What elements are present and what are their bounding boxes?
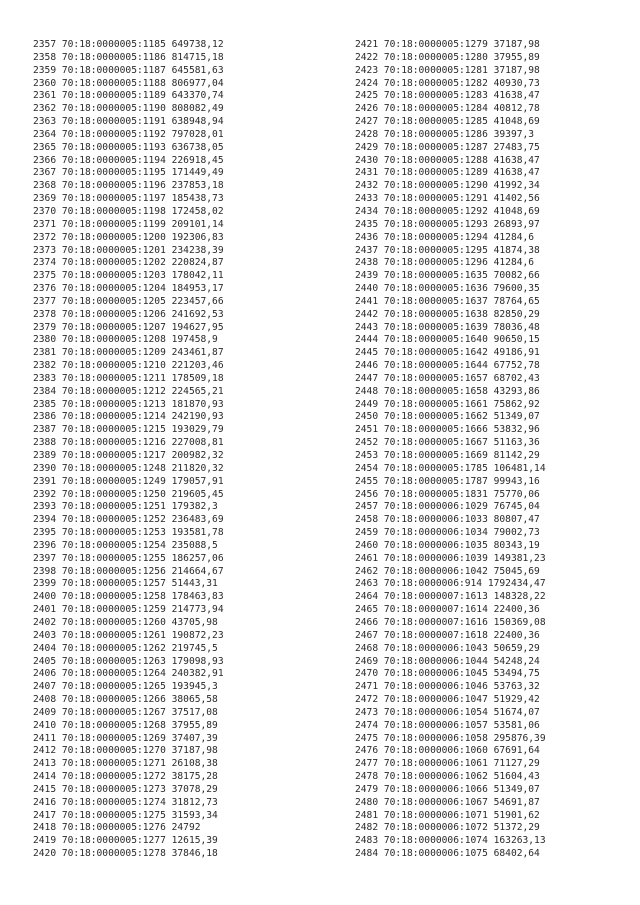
list-item: 2478 70:18:0000006:1062 51604,43 [355,771,540,783]
list-item: 2402 70:18:0000005:1260 43705,98 [33,616,218,628]
list-item: 2360 70:18:0000005:1188 806977,04 [33,77,224,89]
list-item: 2429 70:18:0000005:1287 27483,75 [355,141,540,153]
list-item: 2420 70:18:0000005:1278 37846,18 [33,848,218,860]
list-item: 2379 70:18:0000005:1207 194627,95 [33,321,224,333]
list-item: 2388 70:18:0000005:1216 227008,81 [33,437,224,449]
list-item: 2428 70:18:0000005:1286 39397,3 [355,128,535,140]
list-item: 2466 70:18:0000007:1616 150369,08 [355,616,546,628]
list-item: 2393 70:18:0000005:1251 179382,3 [33,501,218,513]
list-item: 2434 70:18:0000005:1292 41048,69 [355,205,540,217]
list-item: 2363 70:18:0000005:1191 638948,94 [33,116,224,128]
list-item: 2444 70:18:0000005:1640 90650,15 [355,334,540,346]
list-item: 2449 70:18:0000005:1661 75862,92 [355,398,540,410]
list-item: 2426 70:18:0000005:1284 40812,78 [355,103,540,115]
list-item: 2375 70:18:0000005:1203 178042,11 [33,270,224,282]
list-item: 2381 70:18:0000005:1209 243461,87 [33,347,224,359]
list-item: 2380 70:18:0000005:1208 197458,9 [33,334,218,346]
list-item: 2366 70:18:0000005:1194 226918,45 [33,154,224,166]
list-item: 2475 70:18:0000006:1058 295876,39 [355,732,546,744]
list-item: 2403 70:18:0000005:1261 190872,23 [33,629,224,641]
list-item: 2440 70:18:0000005:1636 79600,35 [355,283,540,295]
list-item: 2427 70:18:0000005:1285 41048,69 [355,116,540,128]
list-item: 2365 70:18:0000005:1193 636738,05 [33,141,224,153]
list-item: 2471 70:18:0000006:1046 53763,32 [355,681,540,693]
list-item: 2463 70:18:0000006:914 1792434,47 [355,578,546,590]
list-item: 2457 70:18:0000006:1029 76745,04 [355,501,540,513]
list-item: 2398 70:18:0000005:1256 214664,67 [33,565,224,577]
list-item: 2384 70:18:0000005:1212 224565,21 [33,385,224,397]
list-item: 2394 70:18:0000005:1252 236483,69 [33,514,224,526]
list-item: 2373 70:18:0000005:1201 234238,39 [33,244,224,256]
list-item: 2400 70:18:0000005:1258 178463,83 [33,591,224,603]
list-item: 2413 70:18:0000005:1271 26108,38 [33,758,218,770]
list-item: 2476 70:18:0000006:1060 67691,64 [355,745,540,757]
list-item: 2424 70:18:0000005:1282 40930,73 [355,77,540,89]
list-item: 2376 70:18:0000005:1204 184953,17 [33,283,224,295]
list-item: 2370 70:18:0000005:1198 172458,02 [33,205,224,217]
list-item: 2473 70:18:0000006:1054 51674,07 [355,706,540,718]
list-item: 2482 70:18:0000006:1072 51372,29 [355,822,540,834]
list-item: 2442 70:18:0000005:1638 82850,29 [355,308,540,320]
list-item: 2358 70:18:0000005:1186 814715,18 [33,51,224,63]
list-item: 2474 70:18:0000006:1057 53581,06 [355,719,540,731]
list-item: 2386 70:18:0000005:1214 242190,93 [33,411,224,423]
list-item: 2364 70:18:0000005:1192 797028,01 [33,128,224,140]
list-item: 2467 70:18:0000007:1618 22400,36 [355,629,540,641]
list-item: 2446 70:18:0000005:1644 67752,78 [355,360,540,372]
list-item: 2483 70:18:0000006:1074 163263,13 [355,835,546,847]
list-item: 2451 70:18:0000005:1666 53832,96 [355,424,540,436]
list-item: 2397 70:18:0000005:1255 186257,06 [33,552,224,564]
list-item: 2419 70:18:0000005:1277 12615,39 [33,835,218,847]
list-item: 2368 70:18:0000005:1196 237853,18 [33,180,224,192]
list-item: 2369 70:18:0000005:1197 185438,73 [33,193,224,205]
list-item: 2361 70:18:0000005:1189 643370,74 [33,90,224,102]
list-item: 2409 70:18:0000005:1267 37517,08 [33,706,218,718]
list-item: 2453 70:18:0000005:1669 81142,29 [355,450,540,461]
list-item: 2410 70:18:0000005:1268 37955,89 [33,719,218,731]
list-item: 2425 70:18:0000005:1283 41638,47 [355,90,540,102]
list-item: 2477 70:18:0000006:1061 71127,29 [355,758,540,770]
list-item: 2431 70:18:0000005:1289 41638,47 [355,167,540,179]
list-item: 2406 70:18:0000005:1264 240382,91 [33,668,224,680]
list-item: 2438 70:18:0000005:1296 41284,6 [355,257,535,269]
list-item: 2408 70:18:0000005:1266 38065,58 [33,694,218,706]
list-item: 2433 70:18:0000005:1291 41402,56 [355,193,540,205]
list-item: 2447 70:18:0000005:1657 68702,43 [355,372,540,384]
list-item: 2378 70:18:0000005:1206 241692,53 [33,308,224,320]
list-item: 2437 70:18:0000005:1295 41874,38 [355,244,540,256]
list-item: 2458 70:18:0000006:1033 80807,47 [355,514,540,526]
list-item: 2448 70:18:0000005:1658 43293,86 [355,385,540,397]
list-item: 2481 70:18:0000006:1071 51901,62 [355,809,540,821]
list-item: 2382 70:18:0000005:1210 221203,46 [33,360,224,372]
list-item: 2423 70:18:0000005:1281 37187,98 [355,64,540,76]
list-item: 2430 70:18:0000005:1288 41638,47 [355,154,540,166]
left-column [33,39,224,861]
list-item: 2418 70:18:0000005:1276 24792 [33,822,201,834]
list-item: 2367 70:18:0000005:1195 171449,49 [33,167,224,179]
list-item: 2412 70:18:0000005:1270 37187,98 [33,745,218,757]
list-item: 2439 70:18:0000005:1635 70082,66 [355,270,540,282]
right-column [355,39,546,861]
list-item: 2392 70:18:0000005:1250 219605,45 [33,488,224,500]
list-item: 2396 70:18:0000005:1254 235088,5 [33,539,218,551]
list-item: 2432 70:18:0000005:1290 41992,34 [355,180,540,192]
list-item: 2362 70:18:0000005:1190 808082,49 [33,103,224,115]
list-item: 2371 70:18:0000005:1199 209101,14 [33,218,224,230]
list-item: 2401 70:18:0000005:1259 214773,94 [33,604,224,616]
list-item: 2450 70:18:0000005:1662 51349,07 [355,411,540,423]
list-item: 2383 70:18:0000005:1211 178509,18 [33,372,224,384]
list-item: 2374 70:18:0000005:1202 220824,87 [33,257,224,269]
list-item: 2399 70:18:0000005:1257 51443,31 [33,578,218,590]
list-item: 2460 70:18:0000006:1035 80343,19 [355,539,540,551]
list-item: 2472 70:18:0000006:1047 51929,42 [355,694,540,706]
list-item: 2459 70:18:0000006:1034 79002,73 [355,527,540,539]
list-item: 2391 70:18:0000005:1249 179057,91 [33,475,224,487]
list-item: 2436 70:18:0000005:1294 41284,6 [355,231,535,243]
list-item: 2452 70:18:0000005:1667 51163,36 [355,437,540,449]
list-item: 2441 70:18:0000005:1637 78764,65 [355,295,540,307]
list-item: 2414 70:18:0000005:1272 38175,28 [33,771,218,783]
list-item: 2479 70:18:0000006:1066 51349,07 [355,783,540,795]
list-item: 2357 70:18:0000005:1185 649738,12 [33,39,224,50]
list-item: 2456 70:18:0000005:1831 75770,06 [355,488,540,500]
list-item: 2390 70:18:0000005:1248 211820,32 [33,462,224,474]
list-item: 2377 70:18:0000005:1205 223457,66 [33,295,224,307]
list-item: 2359 70:18:0000005:1187 645581,63 [33,64,224,76]
list-item: 2422 70:18:0000005:1280 37955,89 [355,51,540,63]
list-item: 2470 70:18:0000006:1045 53494,75 [355,668,540,680]
list-item: 2454 70:18:0000005:1785 106481,14 [355,462,546,474]
list-item: 2372 70:18:0000005:1200 192306,83 [33,231,224,243]
list-item: 2417 70:18:0000005:1275 31593,34 [33,809,218,821]
list-item: 2389 70:18:0000005:1217 200982,32 [33,450,224,461]
list-item: 2461 70:18:0000006:1039 149381,23 [355,552,546,564]
list-item: 2395 70:18:0000005:1253 193581,78 [33,527,224,539]
list-item: 2415 70:18:0000005:1273 37078,29 [33,783,218,795]
list-item: 2421 70:18:0000005:1279 37187,98 [355,39,540,50]
list-item: 2445 70:18:0000005:1642 49186,91 [355,347,540,359]
list-item: 2387 70:18:0000005:1215 193029,79 [33,424,224,436]
list-item: 2407 70:18:0000005:1265 193945,3 [33,681,218,693]
list-item: 2443 70:18:0000005:1639 78036,48 [355,321,540,333]
list-item: 2435 70:18:0000005:1293 26893,97 [355,218,540,230]
list-item: 2469 70:18:0000006:1044 54248,24 [355,655,540,667]
list-item: 2385 70:18:0000005:1213 181870,93 [33,398,224,410]
list-item: 2484 70:18:0000006:1075 68402,64 [355,848,540,860]
list-item: 2464 70:18:0000007:1613 148328,22 [355,591,546,603]
list-item: 2465 70:18:0000007:1614 22400,36 [355,604,540,616]
list-item: 2468 70:18:0000006:1043 50659,29 [355,642,540,654]
list-item: 2455 70:18:0000005:1787 99943,16 [355,475,540,487]
list-item: 2462 70:18:0000006:1042 75045,69 [355,565,540,577]
list-item: 2416 70:18:0000005:1274 31812,73 [33,796,218,808]
list-item: 2405 70:18:0000005:1263 179098,93 [33,655,224,667]
list-item: 2404 70:18:0000005:1262 219745,5 [33,642,218,654]
list-item: 2411 70:18:0000005:1269 37407,39 [33,732,218,744]
list-item: 2480 70:18:0000006:1067 54691,87 [355,796,540,808]
